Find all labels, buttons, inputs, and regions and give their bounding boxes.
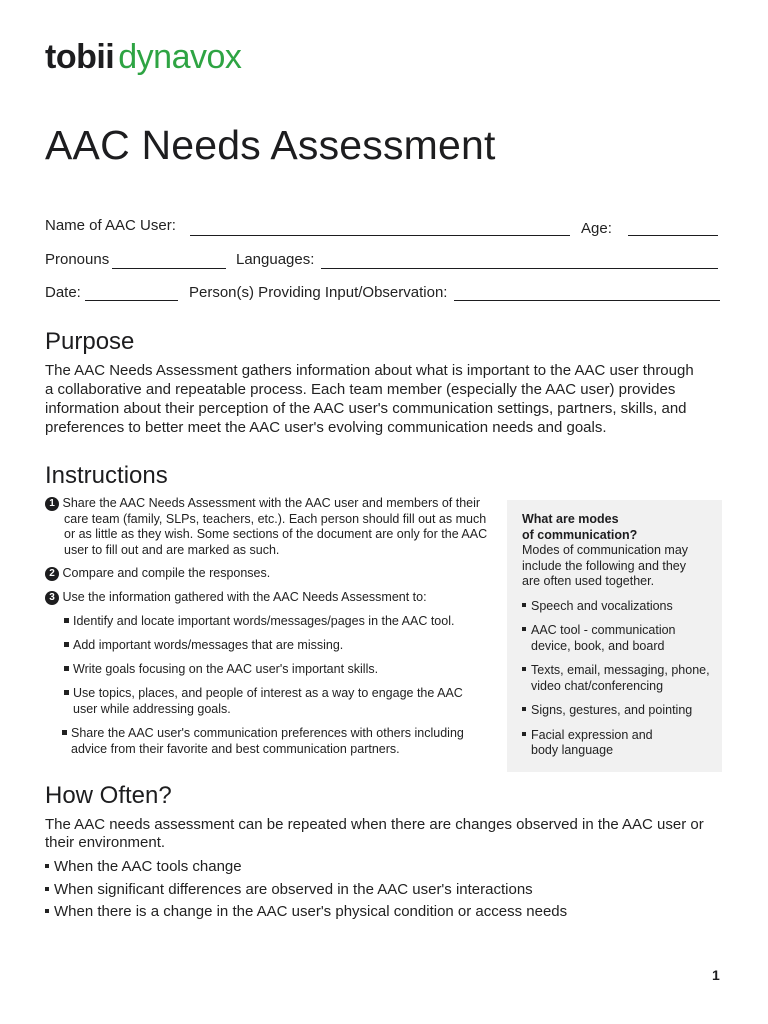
sub-bullet-text: Write goals focusing on the AAC user's important skills. xyxy=(73,662,379,676)
sub-bullet-1 xyxy=(64,614,494,630)
how-often-line: their environment. xyxy=(45,834,166,851)
instruction-step-1 xyxy=(45,496,500,558)
sub-bullet-text: user while addressing goals. xyxy=(73,701,231,716)
name-label: Name of AAC User: xyxy=(45,217,176,234)
sidebar-item-text: device, book, and board xyxy=(531,638,665,653)
step-text: or as little as they wish. Some sections of the document are only for the AAC xyxy=(64,527,488,541)
sidebar-intro: Modes of communication may xyxy=(522,543,689,557)
step-number-3: 3 xyxy=(45,591,59,605)
instruction-step-2 xyxy=(45,566,500,582)
page-number: 1 xyxy=(712,967,720,983)
step-text: Use the information gathered with the AAC Needs Assessment to: xyxy=(62,590,427,604)
sub-bullet-5 xyxy=(62,726,492,757)
input-person-label: Person(s) Providing Input/Observation: xyxy=(189,284,448,301)
sidebar-item-text: Facial expression and xyxy=(531,727,653,742)
sidebar-item-text: video chat/conferencing xyxy=(531,678,664,693)
step-number-2: 2 xyxy=(45,567,59,581)
modes-sidebar xyxy=(507,500,722,772)
sub-bullet-2 xyxy=(64,638,494,654)
how-often-bullet-text: When significant differences are observed in the AAC user's interactions xyxy=(54,880,533,898)
how-often-line: The AAC needs assessment can be repeated when there are changes observed in the AAC user or xyxy=(45,816,704,833)
how-often-bullet xyxy=(45,901,725,924)
square-bullet-icon xyxy=(45,909,49,913)
sub-bullet-4 xyxy=(64,686,494,717)
name-input-line[interactable] xyxy=(190,235,570,236)
purpose-line: a collaborative and repeatable process. Each team member (especially the AAC user) provides xyxy=(45,381,676,398)
sidebar-item-text: body language xyxy=(531,743,614,757)
sidebar-intro: include the following and they xyxy=(522,558,687,573)
square-bullet-icon xyxy=(522,627,526,631)
input-person-line[interactable] xyxy=(454,300,720,301)
square-bullet-icon xyxy=(64,642,69,647)
purpose-line: The AAC Needs Assessment gathers information about what is important to the AAC user through xyxy=(45,362,694,379)
how-often-bullets xyxy=(45,856,725,924)
languages-input-line[interactable] xyxy=(321,268,718,269)
sub-bullet-text: Identify and locate important words/messages/pages in the AAC tool. xyxy=(73,614,455,628)
how-often-bullet-text: When the AAC tools change xyxy=(54,858,242,875)
page-title: AAC Needs Assessment xyxy=(45,122,496,168)
date-input-line[interactable] xyxy=(85,300,178,301)
square-bullet-icon xyxy=(64,690,69,695)
how-often-heading: How Often? xyxy=(45,782,172,809)
age-label: Age: xyxy=(581,220,612,237)
step-text: Compare and compile the responses. xyxy=(62,566,271,580)
sub-bullet-text: advice from their favorite and best communication partners. xyxy=(71,741,400,756)
how-often-bullet xyxy=(45,879,725,902)
sub-bullet-text: Add important words/messages that are missing. xyxy=(73,638,344,652)
how-often-paragraph xyxy=(45,816,725,852)
square-bullet-icon xyxy=(64,618,69,623)
age-input-line[interactable] xyxy=(628,235,718,236)
sub-bullet-text: Use topics, places, and people of interest as a way to engage the AAC xyxy=(73,686,463,700)
pronouns-label: Pronouns xyxy=(45,251,110,268)
sidebar-item xyxy=(522,663,717,694)
sidebar-item xyxy=(522,599,717,615)
square-bullet-icon xyxy=(522,707,526,711)
date-label: Date: xyxy=(45,284,81,301)
sidebar-item-text: AAC tool - communication xyxy=(531,623,676,637)
purpose-heading: Purpose xyxy=(45,328,135,355)
languages-label: Languages: xyxy=(236,251,315,268)
step-number-1: 1 xyxy=(45,497,59,511)
sub-bullet-text: Share the AAC user's communication preferences with others including xyxy=(71,726,464,740)
sidebar-item xyxy=(522,728,717,759)
sidebar-item xyxy=(522,623,717,654)
purpose-paragraph xyxy=(45,361,725,437)
how-often-bullet-text: When there is a change in the AAC user's physical condition or access needs xyxy=(54,903,568,920)
instructions-heading: Instructions xyxy=(45,462,168,489)
pronouns-input-line[interactable] xyxy=(112,268,226,269)
square-bullet-icon xyxy=(45,887,49,891)
sub-bullet-3 xyxy=(64,662,494,678)
how-often-bullet xyxy=(45,856,725,879)
step-text: care team (family, SLPs, teachers, etc.). Each person should fill out as much xyxy=(64,511,487,526)
square-bullet-icon xyxy=(62,730,67,735)
sidebar-item-text: Speech and vocalizations xyxy=(531,598,673,613)
sidebar-item xyxy=(522,703,717,719)
square-bullet-icon xyxy=(522,603,526,607)
sidebar-intro: are often used together. xyxy=(522,574,655,588)
sidebar-heading: What are modes xyxy=(522,512,619,526)
sidebar-item-text: Texts, email, messaging, phone, xyxy=(531,663,710,677)
sidebar-item-text: Signs, gestures, and pointing xyxy=(531,703,693,717)
logo-wordmark-tobii: tobii xyxy=(45,38,115,76)
square-bullet-icon xyxy=(64,666,69,671)
step-text: Share the AAC Needs Assessment with the AAC user and members of their xyxy=(62,496,481,510)
purpose-line: information about their perception of the AAC user's communication settings, partners, skills, and xyxy=(45,400,687,417)
square-bullet-icon xyxy=(522,732,526,736)
purpose-line: preferences to better meet the AAC user's evolving communication needs and goals. xyxy=(45,419,607,436)
square-bullet-icon xyxy=(522,667,526,671)
step-text: user to fill out and are marked as such. xyxy=(64,542,280,557)
logo-wordmark-dynavox: dynavox xyxy=(118,38,242,76)
brand-logo xyxy=(45,40,241,74)
instruction-step-3 xyxy=(45,590,500,606)
square-bullet-icon xyxy=(45,864,49,868)
sidebar-heading: of communication? xyxy=(522,527,638,542)
